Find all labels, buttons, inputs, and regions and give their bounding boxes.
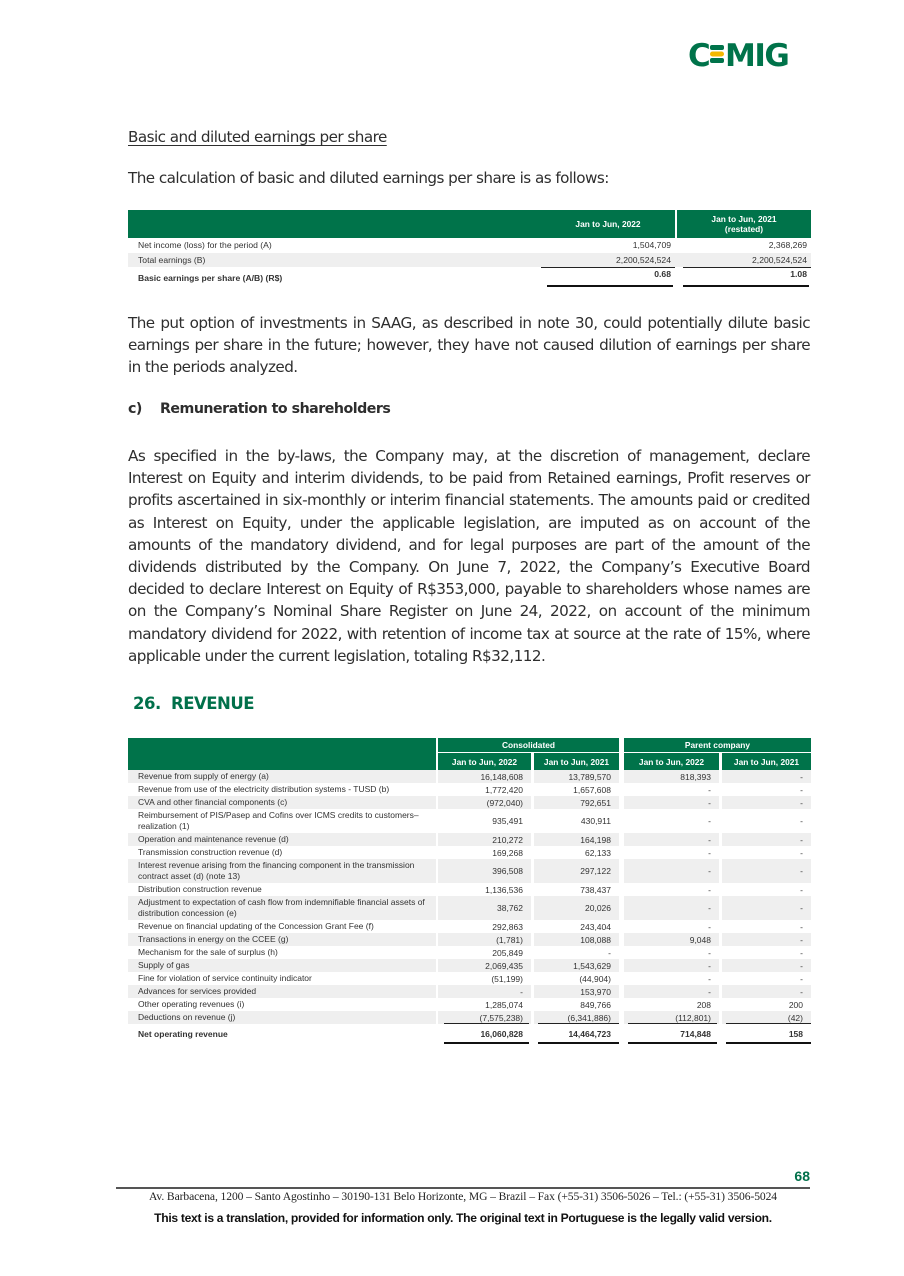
row-value: 210,272 <box>438 833 531 846</box>
table-row <box>128 859 811 883</box>
eps-intro-text: The calculation of basic and diluted earnings per share is as follows: <box>128 169 609 187</box>
row-label: Distribution construction revenue <box>138 884 262 894</box>
cemig-logo <box>688 36 808 72</box>
col-parent-2021: Jan to Jun, 2021 <box>722 753 811 770</box>
row-value: - <box>800 784 803 795</box>
row-label: Transactions in energy on the CCEE (g) <box>128 933 436 946</box>
row-value: - <box>608 947 611 958</box>
row-value: 158 <box>788 1029 803 1039</box>
row-label: Adjustment to expectation of cash flow from indemnifiable financial assets of distribution concession (e) <box>128 896 436 920</box>
row-value: 14,464,723 <box>568 1029 611 1039</box>
eps-table-header <box>128 210 811 238</box>
row-label: CVA and other financial components (c) <box>128 796 436 809</box>
table-row <box>128 998 811 1011</box>
revenue-table <box>128 738 811 1044</box>
page-number: 68 <box>794 1168 810 1184</box>
col-consolidated-2022: Jan to Jun, 2022 <box>438 753 531 770</box>
row-value: (112,801) <box>624 1011 719 1024</box>
remuneration-heading: c) Remuneration to shareholders <box>128 401 391 417</box>
row-value: - <box>800 847 803 858</box>
row-value: - <box>624 896 719 920</box>
table-row <box>128 946 811 959</box>
row-value: 20,026 <box>534 896 619 920</box>
row-value: 1,543,629 <box>534 959 619 972</box>
row-label: Advances for services provided <box>128 985 436 998</box>
row-value: - <box>708 947 711 958</box>
row-value: - <box>624 859 719 883</box>
row-value: 396,508 <box>438 859 531 883</box>
row-value: - <box>722 985 811 998</box>
row-label: Revenue from supply of energy (a) <box>128 770 436 783</box>
row-value: (972,040) <box>438 796 531 809</box>
row-value: 208 <box>696 999 711 1010</box>
row-value: 1,772,420 <box>485 784 523 795</box>
table-row <box>128 770 811 783</box>
row-value: - <box>624 833 719 846</box>
row-value: 714,848 <box>680 1029 711 1039</box>
eps-row-net-income: Net income (loss) for the period (A) 1,504,709 2,368,269 <box>138 240 807 250</box>
row-label: Revenue on financial updating of the Concession Grant Fee (f) <box>138 921 374 931</box>
row-value: - <box>624 985 719 998</box>
col-consolidated-2021: Jan to Jun, 2021 <box>534 753 619 770</box>
row-value: 849,766 <box>580 999 611 1010</box>
col-parent-2022: Jan to Jun, 2022 <box>624 753 719 770</box>
row-value: - <box>722 770 811 783</box>
row-value: - <box>722 933 811 946</box>
row-value: 818,393 <box>624 770 719 783</box>
row-value: - <box>800 947 803 958</box>
row-value: 9,048 <box>624 933 719 946</box>
row-value: 38,762 <box>438 896 531 920</box>
row-value: 164,198 <box>534 833 619 846</box>
row-value: 1,285,074 <box>485 999 523 1010</box>
table-row <box>128 896 811 920</box>
row-label: Net operating revenue <box>138 1028 228 1039</box>
row-value: (7,575,238) <box>438 1011 531 1024</box>
row-label: Transmission construction revenue (d) <box>138 847 283 857</box>
row-value: - <box>800 973 803 984</box>
row-label: Revenue from use of the electricity distribution systems - TUSD (b) <box>138 784 390 794</box>
row-value: - <box>722 859 811 883</box>
table-row <box>128 920 811 933</box>
row-value: 205,849 <box>492 947 523 958</box>
row-label: Reimbursement of PIS/Pasep and Cofins over ICMS credits to customers– realization (1) <box>138 810 419 831</box>
revenue-table-header <box>128 738 811 770</box>
table-row <box>128 796 811 809</box>
row-value: - <box>722 959 811 972</box>
table-row <box>128 972 811 985</box>
row-value: 1,657,608 <box>573 784 611 795</box>
row-label: Other operating revenues (i) <box>138 999 245 1009</box>
row-value: 2,069,435 <box>438 959 531 972</box>
row-value: - <box>708 816 711 826</box>
eps-row-basic-eps: Basic earnings per share (A/B) (R$) 0.68 1.08 <box>128 267 811 287</box>
row-value: 292,863 <box>492 921 523 932</box>
row-value: - <box>624 959 719 972</box>
eps-col-2021: Jan to Jun, 2021 (restated) <box>711 214 777 234</box>
row-value: - <box>722 796 811 809</box>
row-value: 200 <box>788 999 803 1010</box>
row-label: Fine for violation of service continuity indicator <box>138 973 312 983</box>
remuneration-paragraph: As specified in the by-laws, the Company may, at the discretion of management, declare Interest on Equity and interim dividends, to be paid from Retained earnings, Profit reserves or profits ascertained in six-monthly or interim financial statements. The amounts paid or credited as Interest on Equity, under the applicable legislation, are imputed as on account of the amounts of the mandatory dividend, and for legal purposes are part of the amount of the dividends distributed by the Company. On June 7, 2022, the Company’s Executive Board decided to declare Interest on Equity of R$353,000, payable to shareholders whose names are on the Company’s Nominal Share Register on June 24, 2022, on account of the minimum mandatory dividend for 2022, with retention of income tax at source at the rate of 15%, where applicable under the current legislation, totaling R$32,112. <box>128 447 810 665</box>
row-value: 169,268 <box>492 847 523 858</box>
row-value: 16,148,608 <box>438 770 531 783</box>
table-row <box>128 933 811 946</box>
row-value: - <box>722 833 811 846</box>
row-value: 62,133 <box>585 847 611 858</box>
row-value: - <box>708 973 711 984</box>
table-row <box>128 1011 811 1024</box>
eps-table <box>128 210 811 287</box>
row-value: 792,651 <box>534 796 619 809</box>
row-value: 243,404 <box>580 921 611 932</box>
row-value: - <box>800 884 803 895</box>
row-value: 297,122 <box>534 859 619 883</box>
row-label: Interest revenue arising from the financing component in the transmission contract asset (d) (note 13) <box>128 859 436 883</box>
eps-col-2022: Jan to Jun, 2022 <box>575 219 641 229</box>
row-value: (6,341,886) <box>534 1011 619 1024</box>
row-value: - <box>708 884 711 895</box>
table-row <box>128 985 811 998</box>
dilution-paragraph: The put option of investments in SAAG, as described in note 30, could potentially dilute basic earnings per share in the future; however, they have not caused dilution of earnings per share in the periods analyzed. <box>128 314 810 377</box>
svg-text:C: C <box>688 38 710 72</box>
row-value: - <box>708 784 711 795</box>
row-value: 935,491 <box>492 816 523 826</box>
row-value: 153,970 <box>534 985 619 998</box>
row-label: Deductions on revenue (j) <box>128 1011 436 1024</box>
row-value: - <box>800 921 803 932</box>
row-value: (44,904) <box>579 973 611 984</box>
row-value: - <box>624 796 719 809</box>
revenue-total-row <box>128 1024 811 1044</box>
table-row <box>128 883 811 896</box>
row-value: 430,911 <box>580 816 611 826</box>
svg-text:MIG: MIG <box>725 38 789 72</box>
row-value: (42) <box>722 1011 811 1024</box>
row-value: - <box>438 985 531 998</box>
group-consolidated: Consolidated <box>438 738 619 752</box>
row-value: 738,437 <box>580 884 611 895</box>
row-value: 108,088 <box>534 933 619 946</box>
row-value: - <box>708 921 711 932</box>
row-value: 16,060,828 <box>480 1029 523 1039</box>
row-label: Operation and maintenance revenue (d) <box>128 833 436 846</box>
row-label: Mechanism for the sale of surplus (h) <box>138 947 278 957</box>
footer-disclaimer: This text is a translation, provided for information only. The original text in Portuguese is the legally valid version. <box>154 1211 772 1225</box>
table-row <box>128 959 811 972</box>
table-row <box>128 809 811 833</box>
row-value: - <box>722 896 811 920</box>
row-label: Supply of gas <box>128 959 436 972</box>
row-value: 1,136,536 <box>485 884 523 895</box>
table-row <box>128 846 811 859</box>
group-parent-company: Parent company <box>624 738 811 752</box>
footer-divider <box>116 1187 810 1189</box>
revenue-heading: 26. REVENUE <box>133 694 254 713</box>
row-value: (1,781) <box>438 933 531 946</box>
table-row <box>128 833 811 846</box>
row-value: (51,199) <box>491 973 523 984</box>
footer-address: Av. Barbacena, 1200 – Santo Agostinho – 30190-131 Belo Horizonte, MG – Brazil – Fax (+55-31) 3506-5026 – Tel.: (+55-31) 3506-5024 <box>148 1190 778 1203</box>
table-row <box>128 783 811 796</box>
row-value: - <box>708 847 711 858</box>
eps-subheading: Basic and diluted earnings per share <box>128 128 387 146</box>
row-value: - <box>800 816 803 826</box>
row-value: 13,789,570 <box>534 770 619 783</box>
eps-row-total-earnings: Total earnings (B) 2,200,524,524 2,200,524,524 <box>128 253 811 268</box>
